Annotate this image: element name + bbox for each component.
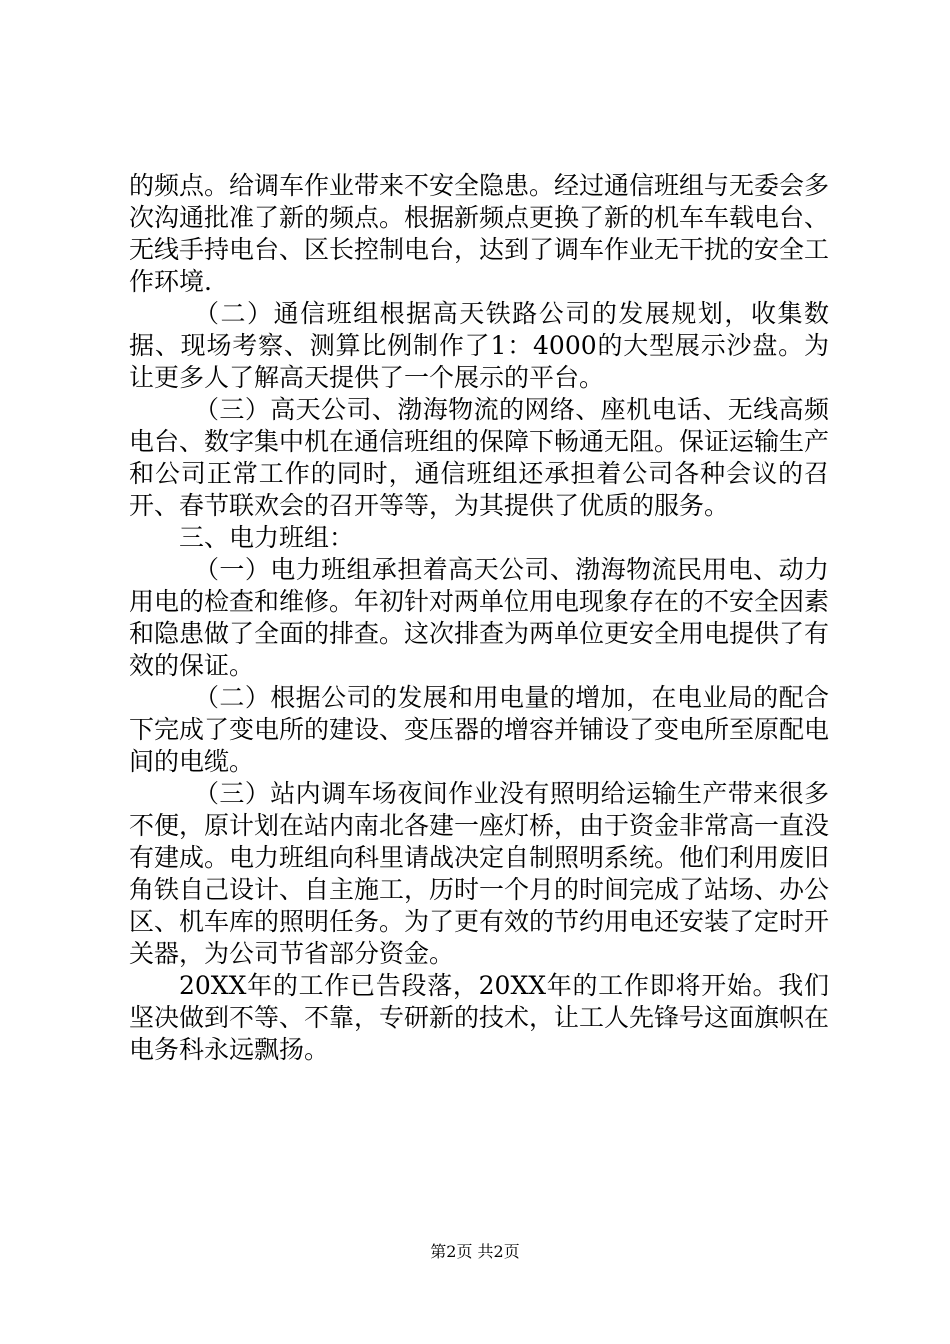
paragraph-continuation: 的频点。给调车作业带来不安全隐患。经过通信班组与无委会多次沟通批准了新的频点。根据新频点更换了新的机车车载电台、无线手持电台、区长控制电台，达到了调车作业无干扰的安全工作环境. xyxy=(129,171,830,296)
page-footer: 第2页 共2页 xyxy=(430,1242,520,1261)
paragraph-conclusion: 20XX年的工作已告段落，20XX年的工作即将开始。我们坚决做到不等、不靠，专研新的技术，让工人先锋号这面旗帜在电务科永远飘扬。 xyxy=(129,971,830,1064)
section-heading-power: 三、电力班组： xyxy=(179,523,355,552)
paragraph-communication-3: （三）高天公司、渤海物流的网络、座机电话、无线高频电台、数字集中机在通信班组的保障下畅通无阻。保证运输生产和公司正常工作的同时，通信班组还承担着公司各种会议的召开、春节联欢会的召开等等，为其提供了优质的服务。 xyxy=(129,395,830,520)
document-body xyxy=(129,170,829,1066)
paragraph-communication-2: （二）通信班组根据高天铁路公司的发展规划，收集数据、现场考察、测算比例制作了1：4000的大型展示沙盘。为让更多人了解高天提供了一个展示的平台。 xyxy=(129,299,829,392)
paragraph-power-2: （二）根据公司的发展和用电量的增加，在电业局的配合下完成了变电所的建设、变压器的增容并铺设了变电所至原配电间的电缆。 xyxy=(129,683,830,776)
paragraph-power-1: （一）电力班组承担着高天公司、渤海物流民用电、动力用电的检查和维修。年初针对两单位用电现象存在的不安全因素和隐患做了全面的排查。这次排查为两单位更安全用电提供了有效的保证。 xyxy=(129,555,830,680)
paragraph-power-3: （三）站内调车场夜间作业没有照明给运输生产带来很多不便，原计划在站内南北各建一座灯桥，由于资金非常高一直没有建成。电力班组向科里请战决定自制照明系统。他们利用废旧角铁自己设计、自主施工，历时一个月的时间完成了站场、办公区、机车库的照明任务。为了更有效的节约用电还安装了定时开关器，为公司节省部分资金。 xyxy=(129,779,830,968)
